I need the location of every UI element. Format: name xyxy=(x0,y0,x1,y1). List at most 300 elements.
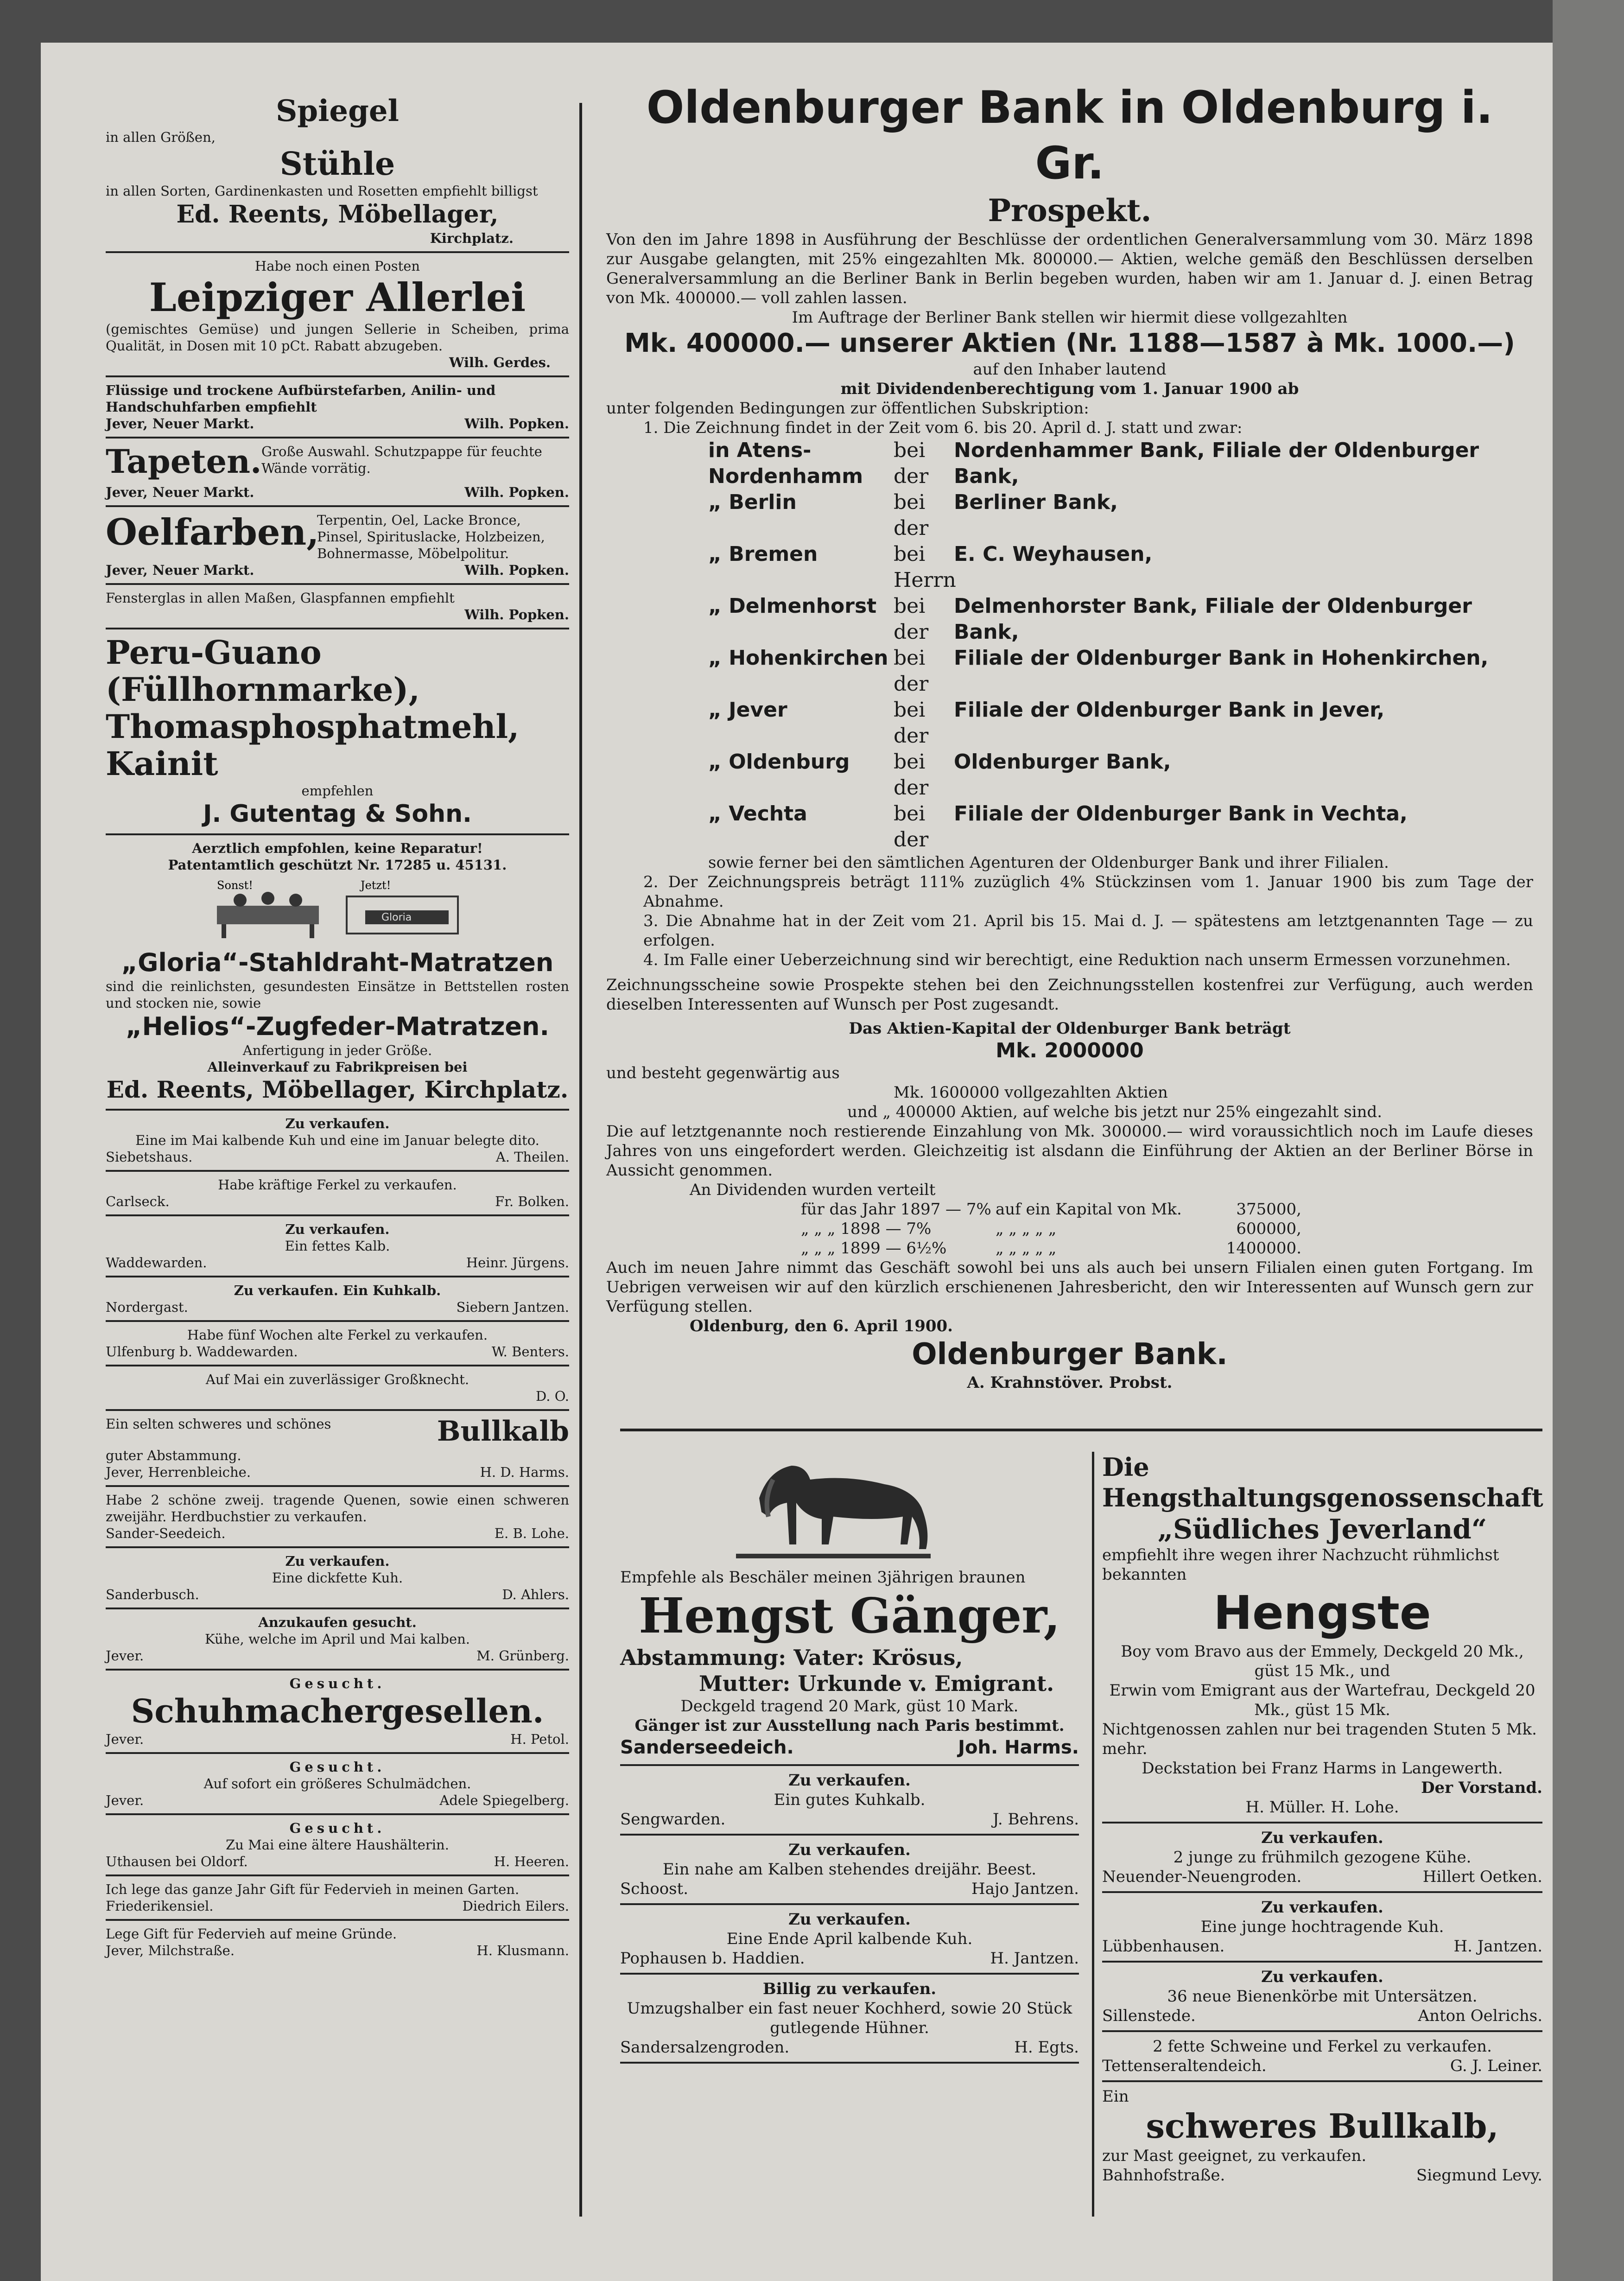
ad-title: „Gloria“-Stahldraht-Matratzen xyxy=(121,948,554,977)
ad-place: Friederikensiel. xyxy=(106,1898,214,1914)
ad-text: Deckstation bei Franz Harms in Langewerth. xyxy=(1142,1759,1503,1778)
separator xyxy=(106,251,569,253)
office-prefix: bei der xyxy=(894,646,929,696)
bank-condition: 1. Die Zeichnung findet in der Zeit vom 6. bis 20. April d. J. statt und zwar: xyxy=(643,419,1243,437)
ad-footer xyxy=(106,1343,569,1360)
bank-headline: Mk. 400000.— unserer Aktien (Nr. 1188—1587 à Mk. 1000.—) xyxy=(624,328,1515,358)
ad-place: Siebetshaus. xyxy=(106,1149,193,1165)
ad-ahlers xyxy=(106,1553,569,1603)
ad-signature: Wilh. Popken. xyxy=(464,416,569,432)
ad-genossenschaft xyxy=(1102,1452,1542,1817)
ad-text: guter Abstammung. xyxy=(106,1448,241,1463)
ad-signature: Diedrich Eilers. xyxy=(462,1898,569,1914)
ad-heading: Zu verkaufen. xyxy=(788,1910,911,1929)
bank-signatories: A. Krahnstöver. Probst. xyxy=(967,1373,1173,1392)
ad-signature: Wilh. Gerdes. xyxy=(449,355,551,370)
ad-text: in allen Sorten, Gardinenkasten und Rosetten empfiehlt billigst xyxy=(106,183,538,199)
office-name: Berliner Bank, xyxy=(954,490,1118,514)
ad-text: Große Auswahl. Schutzpappe für feuchte Wände vorrätig. xyxy=(261,444,542,476)
ad-heading: Der Vorstand. xyxy=(1421,1779,1542,1797)
ad-place: Kirchplatz. xyxy=(430,230,514,246)
ad-heading: Zu verkaufen. xyxy=(1261,1968,1383,1986)
bank-text: An Dividenden wurden verteilt xyxy=(690,1181,936,1199)
bank-title: Oldenburger Bank in Oldenburg i. Gr. xyxy=(646,82,1493,189)
ad-heading: Zu verkaufen. xyxy=(788,1841,911,1859)
ad-signature: H. Klusmann. xyxy=(476,1943,569,1958)
ad-text: Flüssige und trockene Aufbürstefarben, Anilin- und Handschuhfarben empfiehlt xyxy=(106,382,496,415)
ad-place: Schoost. xyxy=(620,1880,689,1898)
ad-title: schweres Bullkalb, xyxy=(1146,2106,1499,2146)
ad-place: Jever. xyxy=(106,1731,144,1747)
ad-text: Auf Mai ein zuverlässiger Großknecht. xyxy=(205,1372,469,1387)
ad-signature: E. B. Lohe. xyxy=(494,1525,569,1541)
matratzen-illustration xyxy=(208,878,467,943)
bank-paragraph: Von den im Jahre 1898 in Ausführung der Beschlüsse der ordentlichen Generalversammlung vom 30. März 1898 zur Ausgabe gelangten, mit 25% eingezahlten Mk. 800000.— Aktien, welche gemäß den Beschlüssen derselben Generalversammlung an die Berliner Bank in Berlin begeben wurden, haben wir am 1. Januar d. J. einen Betrag von Mk. 400000.— voll zahlen lassen. xyxy=(606,230,1533,307)
ad-text: Terpentin, Oel, Lacke Bronce, Pinsel, Spirituslacke, Holzbeizen, Bohnermasse, Möbelpolitur. xyxy=(317,512,545,561)
small-ad xyxy=(1102,1898,1542,1956)
ad-signature: H. Petol. xyxy=(510,1731,569,1747)
ad-text: 36 neue Bienenkörbe mit Untersätzen. xyxy=(1167,1987,1478,2006)
office-place: „ Bremen xyxy=(708,542,818,566)
dividend-capital: 375000, xyxy=(1236,1200,1301,1219)
ad-spiegelberg xyxy=(106,1759,569,1809)
ad-place: Bahnhofstraße. xyxy=(1102,2166,1225,2185)
ad-schuhmacher xyxy=(106,1675,569,1747)
ad-title: „Südliches Jeverland“ xyxy=(1157,1513,1487,1545)
ad-text: Abstammung: Vater: Krösus, xyxy=(620,1645,963,1670)
horse-illustration xyxy=(727,1452,1079,1568)
small-ad xyxy=(106,1176,569,1210)
ad-place: Jever, Milchstraße. xyxy=(106,1943,235,1958)
ad-signature: Fr. Bolken. xyxy=(495,1194,569,1209)
ad-text: Ich lege das ganze Jahr Gift für Federvieh in meinen Garten. xyxy=(106,1881,520,1897)
separator xyxy=(106,833,569,835)
ad-klusmann xyxy=(106,1925,569,1959)
bank-text: mit Dividendenberechtigung vom 1. Januar 1900 ab xyxy=(840,380,1299,398)
bank-condition: 2. Der Zeichnungspreis beträgt 111% zuzüglich 4% Stückzinsen vom 1. Januar 1900 bis zum Tage der Abnahme. xyxy=(643,873,1533,911)
separator xyxy=(106,1608,569,1609)
ad-heading: Zu verkaufen. xyxy=(285,1116,390,1131)
office-place: „ Berlin xyxy=(708,490,797,514)
separator xyxy=(1102,1961,1542,1963)
office-place: „ Hohenkirchen xyxy=(708,646,888,670)
office-place: „ Vechta xyxy=(708,802,807,826)
ad-signature: Joh. Harms. xyxy=(958,1737,1079,1758)
ad-title: Hengste xyxy=(1213,1586,1431,1640)
right-lower-column xyxy=(1102,1452,1542,2189)
ad-text: 2 fette Schweine und Ferkel zu verkaufen. xyxy=(1153,2037,1492,2056)
ad-guano xyxy=(106,634,569,829)
ad-text: Ein fettes Kalb. xyxy=(285,1238,390,1254)
ad-quenen xyxy=(106,1492,569,1542)
ad-text: Habe 2 schöne zweij. tragende Quenen, sowie einen schweren zweijähr. Herdbuchstier zu verkaufen. xyxy=(106,1492,569,1525)
office-name: Filiale der Oldenburger Bank in Vechta, xyxy=(954,802,1408,826)
bank-signature: Oldenburger Bank. xyxy=(912,1337,1228,1372)
ad-signature: H. Jantzen. xyxy=(1453,1937,1542,1956)
ad-footer xyxy=(106,1299,569,1315)
separator xyxy=(106,1485,569,1487)
ad-text: Patentamtlich geschützt Nr. 17285 u. 45131. xyxy=(168,857,507,873)
bank-paragraph: Im Auftrage der Berliner Bank stellen wir hiermit diese vollgezahlten xyxy=(792,308,1348,327)
ad-text: Eine junge hochtragende Kuh. xyxy=(1200,1918,1444,1936)
ad-heading: Anzukaufen gesucht. xyxy=(258,1614,417,1630)
ad-hengst xyxy=(620,1452,1079,2068)
separator xyxy=(620,2062,1079,2064)
ad-heading: Zu verkaufen. xyxy=(285,1553,390,1569)
ad-signature: Anton Oelrichs. xyxy=(1418,2007,1542,2025)
office-name: Filiale der Oldenburger Bank in Jever, xyxy=(954,698,1385,722)
ad-heading: Gesucht. xyxy=(289,1820,386,1836)
ad-footer xyxy=(620,1949,1079,1968)
dividend-capital: 600000, xyxy=(1236,1220,1301,1238)
ad-spiegel xyxy=(106,94,569,247)
ad-title: Die Hengsthaltungsgenossenschaft xyxy=(1102,1452,1543,1512)
ad-heeren xyxy=(106,1820,569,1870)
separator xyxy=(1102,2080,1542,2082)
separator xyxy=(620,1834,1079,1836)
bank-text: Das Aktien-Kapital der Oldenburger Bank beträgt xyxy=(849,1019,1291,1038)
ad-text: Fensterglas in allen Maßen, Glaspfannen empfiehlt xyxy=(106,590,455,606)
ad-place: Carlseck. xyxy=(106,1194,170,1209)
bank-text: auf den Inhaber lautend xyxy=(973,360,1167,379)
bank-text: und besteht gegenwärtig aus xyxy=(606,1064,840,1082)
small-ad xyxy=(106,1282,569,1315)
ad-title: Bullkalb xyxy=(437,1415,569,1448)
ad-footer xyxy=(106,1254,569,1271)
ad-title: Peru-Guano (Füllhornmarke), xyxy=(106,633,420,709)
dividend-basis: „ „ „ „ „ xyxy=(996,1220,1057,1238)
separator xyxy=(106,1276,569,1277)
ad-firm: J. Gutentag & Sohn. xyxy=(203,800,472,828)
ad-signature: H. Jantzen. xyxy=(990,1949,1079,1968)
ad-place: Jever. xyxy=(106,1648,144,1664)
subscription-offices xyxy=(606,438,1533,853)
dividend-row xyxy=(801,1219,1533,1239)
ad-text: Alleinverkauf zu Fabrikpreisen bei xyxy=(207,1059,468,1075)
separator xyxy=(106,375,569,377)
ad-signature: Heinr. Jürgens. xyxy=(466,1255,569,1271)
ad-text: Habe fünf Wochen alte Ferkel zu verkaufen. xyxy=(187,1327,488,1343)
small-ad xyxy=(1102,1967,1542,2026)
ad-heading: Zu verkaufen. xyxy=(285,1221,390,1237)
column-divider-right xyxy=(1092,1452,1094,2217)
separator xyxy=(620,1764,1079,1766)
ad-text: Eine Ende April kalbende Kuh. xyxy=(726,1930,973,1948)
ad-place: Uthausen bei Oldorf. xyxy=(106,1854,248,1869)
dividend-year: „ „ „ 1898 — 7% xyxy=(801,1220,932,1238)
ad-text: Mutter: Urkunde v. Emigrant. xyxy=(699,1671,1054,1696)
ad-place: Neuender-Neuengroden. xyxy=(1102,1868,1302,1886)
ad-text: Ein selten schweres und schönes xyxy=(106,1416,331,1432)
ad-place: Jever, Neuer Markt. xyxy=(106,416,254,432)
small-ad xyxy=(106,1371,569,1404)
ad-title: Hengst Gänger, xyxy=(639,1587,1060,1644)
bank-condition: 3. Die Abnahme hat in der Zeit vom 21. April bis 15. Mai d. J. — spätestens am letztgenannten Tage — zu erfolgen. xyxy=(643,912,1533,950)
left-column xyxy=(106,94,569,1963)
small-ad xyxy=(1102,1828,1542,1887)
ad-signature: Wilh. Popken. xyxy=(464,607,569,623)
ad-fensterglas xyxy=(106,590,569,623)
separator xyxy=(620,1973,1079,1975)
illustration-brand: Gloria xyxy=(381,912,412,923)
ad-text: Anfertigung in jeder Größe. xyxy=(242,1042,432,1058)
office-place: in Atens-Nordenhamm xyxy=(708,438,863,488)
office-prefix: bei der xyxy=(894,698,929,748)
dividend-basis: „ „ „ „ „ xyxy=(996,1239,1057,1258)
separator xyxy=(1102,1822,1542,1824)
ad-text: zur Mast geeignet, zu verkaufen. xyxy=(1102,2147,1367,2165)
ad-text: Habe kräftige Ferkel zu verkaufen. xyxy=(218,1177,457,1193)
office-place: „ Delmenhorst xyxy=(708,594,877,618)
bank-text: und „ 400000 Aktien, auf welche bis jetzt nur 25% eingezahlt sind. xyxy=(847,1103,1383,1121)
ad-title: Thomasphosphatmehl, xyxy=(106,707,520,746)
ad-place: Tettenseraltendeich. xyxy=(1102,2057,1267,2075)
office-prefix: bei der xyxy=(894,438,929,488)
ad-signature: H. Egts. xyxy=(1014,2038,1079,2057)
dividend-row xyxy=(801,1239,1533,1258)
ad-gruenberg xyxy=(106,1614,569,1664)
separator xyxy=(106,437,569,438)
ad-signature: D. Ahlers. xyxy=(502,1587,569,1602)
ad-title: Kainit xyxy=(106,744,218,783)
ad-footer xyxy=(106,1388,569,1404)
illustration-label-left: Sonst! xyxy=(217,879,253,892)
ad-text: 2 junge zu frühmilch gezogene Kühe. xyxy=(1173,1848,1472,1867)
ad-signature: H. Müller. H. Lohe. xyxy=(1245,1798,1399,1817)
ad-text: empfiehlt ihre wegen ihrer Nachzucht rühmlichst bekannten xyxy=(1102,1546,1499,1584)
newspaper-page xyxy=(41,43,1553,2281)
ad-firm: Ed. Reents, Möbellager, Kirchplatz. xyxy=(106,1076,569,1103)
ad-text: Kühe, welche im April und Mai kalben. xyxy=(204,1631,470,1647)
ad-farben xyxy=(106,382,569,432)
bank-prospectus xyxy=(606,80,1533,1392)
separator xyxy=(106,1669,569,1671)
ad-signature: H. D. Harms. xyxy=(480,1464,569,1480)
scan-edge xyxy=(1553,0,1624,2281)
ad-heading: Zu verkaufen. xyxy=(788,1771,911,1790)
small-ad xyxy=(106,1327,569,1360)
ad-signature: H. Heeren. xyxy=(494,1854,569,1869)
ad-heading: Gesucht. xyxy=(289,1759,386,1775)
ad-text: empfehlen xyxy=(301,783,374,799)
separator xyxy=(106,1320,569,1322)
subscription-office-row xyxy=(708,645,1533,697)
separator xyxy=(106,1109,569,1111)
bank-text: sowie ferner bei den sämtlichen Agenturen der Oldenburger Bank und ihrer Filialen. xyxy=(708,853,1389,872)
separator xyxy=(1102,2030,1542,2032)
ad-heading: Billig zu verkaufen. xyxy=(762,1980,937,1998)
ad-footer xyxy=(620,2038,1079,2057)
subscription-office-row xyxy=(708,593,1533,645)
dividend-basis: auf ein Kapital von Mk. xyxy=(996,1200,1182,1219)
office-prefix: bei der xyxy=(894,594,929,644)
ad-text: Boy vom Bravo aus der Emmely, Deckgeld 20 Mk., güst 15 Mk., und xyxy=(1121,1642,1524,1680)
ad-place: Nordergast. xyxy=(106,1299,188,1315)
ad-footer xyxy=(1102,1867,1542,1887)
small-ads-middle xyxy=(620,1771,1079,2064)
ad-text: Auf sofort ein größeres Schulmädchen. xyxy=(203,1776,471,1792)
ad-text: Gänger ist zur Ausstellung nach Paris bestimmt. xyxy=(634,1716,1065,1735)
ad-signature: A. Theilen. xyxy=(495,1149,569,1165)
ad-tapeten xyxy=(106,443,569,480)
separator xyxy=(1102,1891,1542,1893)
ad-title: Oelfarben, xyxy=(106,511,319,553)
bank-ad-bottom-rule xyxy=(620,1429,1542,1431)
office-name: Nordenhammer Bank, Filiale der Oldenburger Bank, xyxy=(954,438,1479,488)
bank-paragraph: Auch im neuen Jahre nimmt das Geschäft sowohl bei uns als auch bei unsern Filialen einen guten Fortgang. Im Uebrigen verweisen wir auf den kürzlich erschienenen Jahresbericht, den wir Interessenten auf Wunsch gern zur Verfügung stellen. xyxy=(606,1258,1533,1316)
ad-place: Jever, Neuer Markt. xyxy=(106,562,254,578)
ad-text: Nichtgenossen zahlen nur bei tragenden Stuten 5 Mk. mehr. xyxy=(1102,1720,1537,1758)
column-divider xyxy=(579,103,582,2217)
separator xyxy=(106,583,569,585)
ad-place: Sanderbusch. xyxy=(106,1587,199,1602)
ad-text: Eine im Mai kalbende Kuh und eine im Januar belegte dito. xyxy=(135,1132,539,1148)
ad-matratzen xyxy=(106,840,569,1104)
ad-text: in allen Größen, xyxy=(106,129,216,145)
ad-place: Sengwarden. xyxy=(620,1810,726,1829)
separator xyxy=(106,1752,569,1754)
ad-allerlei xyxy=(106,258,569,371)
subscription-office-row xyxy=(708,489,1533,541)
ad-text: Eine dickfette Kuh. xyxy=(272,1570,403,1586)
bank-paragraph: Zeichnungsscheine sowie Prospekte stehen bei den Zeichnungsstellen kostenfrei zur Verfügung, auch werden dieselben Interessenten auf Wunsch per Post zugesandt. xyxy=(606,976,1533,1014)
office-name: E. C. Weyhausen, xyxy=(954,542,1153,566)
ad-title: „Helios“-Zugfeder-Matratzen. xyxy=(125,1012,550,1041)
ad-signature: W. Benters. xyxy=(491,1344,569,1360)
ad-footer xyxy=(620,1879,1079,1899)
ad-place: Sanderseedeich. xyxy=(620,1737,794,1758)
ad-place: Lübbenhausen. xyxy=(1102,1937,1225,1956)
separator xyxy=(106,1409,569,1411)
ad-text: sind die reinlichsten, gesundesten Einsätze in Bettstellen rosten und stocken nie, sowie xyxy=(106,978,569,1011)
ad-signature: Hajo Jantzen. xyxy=(971,1880,1079,1898)
ad-text: Zu Mai eine ältere Haushälterin. xyxy=(226,1837,449,1853)
subscription-office-row xyxy=(708,697,1533,749)
ad-place: Jever, Neuer Markt. xyxy=(106,484,254,500)
ad-oelfarben xyxy=(106,512,569,578)
ad-place: Sillenstede. xyxy=(1102,2007,1196,2025)
bank-capital: Mk. 2000000 xyxy=(996,1039,1144,1062)
ad-bullkalb xyxy=(106,1416,569,1480)
ad-place: Jever. xyxy=(106,1792,144,1808)
ad-bullkalb-levy xyxy=(1102,2087,1542,2185)
ad-signature: Wilh. Popken. xyxy=(464,484,569,500)
ad-text: (gemischtes Gemüse) und jungen Sellerie in Scheiben, prima Qualität, in Dosen mit 10 pCt. Rabatt abzugeben. xyxy=(106,321,569,354)
ad-place: Sandersalzengroden. xyxy=(620,2038,790,2057)
office-prefix: bei der xyxy=(894,750,929,800)
ad-signature: G. J. Leiner. xyxy=(1450,2057,1542,2075)
ad-heading: Gesucht. xyxy=(289,1676,386,1691)
small-ad xyxy=(106,1115,569,1165)
ad-text: Ein nahe am Kalben stehendes dreijähr. Beest. xyxy=(662,1860,1037,1879)
ad-title: Leipziger Allerlei xyxy=(149,274,526,320)
dividend-capital: 1400000. xyxy=(1226,1239,1301,1258)
separator xyxy=(620,1903,1079,1905)
ad-signature: Wilh. Popken. xyxy=(464,562,569,578)
ad-signature: Siegmund Levy. xyxy=(1416,2166,1542,2185)
ad-heading: Zu verkaufen. Ein Kuhkalb. xyxy=(234,1283,441,1298)
separator xyxy=(106,1365,569,1366)
small-ads-left xyxy=(106,1115,569,1411)
ad-text: Ein xyxy=(1102,2087,1129,2106)
ad-footer xyxy=(106,1193,569,1210)
small-ad xyxy=(106,1221,569,1271)
bank-paragraph: Die auf letztgenannte noch restierende Einzahlung von Mk. 300000.— wird voraussichtlich noch im Laufe dieses Jahres von uns eingefordert werden. Gleichzeitig ist alsdann die Einführung der Aktien an der Berliner Börse in Aussicht genommen. xyxy=(606,1122,1533,1180)
office-place: „ Oldenburg xyxy=(708,750,850,774)
small-ad xyxy=(620,1979,1079,2057)
dividend-row xyxy=(801,1200,1533,1219)
ad-signature: D. O. xyxy=(536,1388,569,1404)
bank-text: Mk. 1600000 vollgezahlten Aktien xyxy=(894,1083,1168,1102)
small-ad xyxy=(620,1771,1079,1829)
ad-footer xyxy=(1102,2056,1542,2076)
ad-text: Deckgeld tragend 20 Mark, güst 10 Mark. xyxy=(680,1697,1019,1716)
ad-footer xyxy=(106,1149,569,1165)
ad-eilers xyxy=(106,1881,569,1914)
dividend-year: „ „ „ 1899 — 6½% xyxy=(801,1239,947,1258)
ad-signature: M. Grünberg. xyxy=(476,1648,569,1664)
ad-text: Umzugshalber ein fast neuer Kochherd, sowie 20 Stück gutlegende Hühner. xyxy=(627,1999,1072,2037)
bank-condition: 4. Im Falle einer Ueberzeichnung sind wir berechtigt, eine Reduktion nach unserm Ermessen vorzunehmen. xyxy=(643,951,1511,969)
ad-footer xyxy=(1102,2006,1542,2026)
ad-place: Sander-Seedeich. xyxy=(106,1525,226,1541)
ad-heading: Zu verkaufen. xyxy=(1261,1829,1383,1847)
ad-place: Ulfenburg b. Waddewarden. xyxy=(106,1344,298,1360)
ad-title: Tapeten. xyxy=(106,442,262,481)
separator xyxy=(106,628,569,629)
ad-place: Jever, Herrenbleiche. xyxy=(106,1464,251,1480)
separator xyxy=(106,1813,569,1815)
ad-signature: Hillert Oetken. xyxy=(1422,1868,1542,1886)
subscription-office-row xyxy=(708,541,1533,593)
office-name: Delmenhorster Bank, Filiale der Oldenburger Bank, xyxy=(954,594,1472,644)
office-name: Filiale der Oldenburger Bank in Hohenkirchen, xyxy=(954,646,1489,670)
ad-place: Waddewarden. xyxy=(106,1255,207,1271)
separator xyxy=(106,1214,569,1216)
ad-title: Spiegel xyxy=(276,94,399,128)
ad-title: Stühle xyxy=(279,146,395,183)
ad-signature: J. Behrens. xyxy=(992,1810,1079,1829)
office-place: „ Jever xyxy=(708,698,787,722)
dividend-year: für das Jahr 1897 — 7% xyxy=(801,1200,991,1219)
small-ad xyxy=(620,1910,1079,1968)
ad-title: Schuhmachergesellen. xyxy=(131,1692,544,1730)
office-name: Oldenburger Bank, xyxy=(954,750,1171,774)
office-prefix: bei der xyxy=(894,802,929,851)
bank-text: unter folgenden Bedingungen zur öffentlichen Subskription: xyxy=(606,399,1089,418)
ad-text: Lege Gift für Federvieh auf meine Gründe. xyxy=(106,1926,397,1942)
separator xyxy=(106,1170,569,1172)
separator xyxy=(106,505,569,507)
ad-footer xyxy=(1102,1937,1542,1956)
subscription-office-row xyxy=(708,801,1533,853)
ad-signature: Adele Spiegelberg. xyxy=(439,1792,569,1808)
office-prefix: bei der xyxy=(894,490,929,540)
ad-text: Habe noch einen Posten xyxy=(254,258,420,274)
ad-heading: Zu verkaufen. xyxy=(1261,1898,1383,1917)
ad-place: Pophausen b. Haddien. xyxy=(620,1949,805,1968)
small-ad xyxy=(1102,2037,1542,2076)
ad-firm: Ed. Reents, Möbellager, xyxy=(176,200,499,229)
illustration-label-right: Jetzt! xyxy=(361,879,391,892)
dividend-table xyxy=(606,1200,1533,1258)
separator xyxy=(106,1919,569,1921)
bank-date: Oldenburg, den 6. April 1900. xyxy=(690,1317,953,1335)
small-ads-right xyxy=(1102,1828,1542,2082)
separator xyxy=(106,1874,569,1876)
ad-signature: Siebern Jantzen. xyxy=(456,1299,569,1315)
bank-subtitle: Prospekt. xyxy=(988,192,1152,229)
